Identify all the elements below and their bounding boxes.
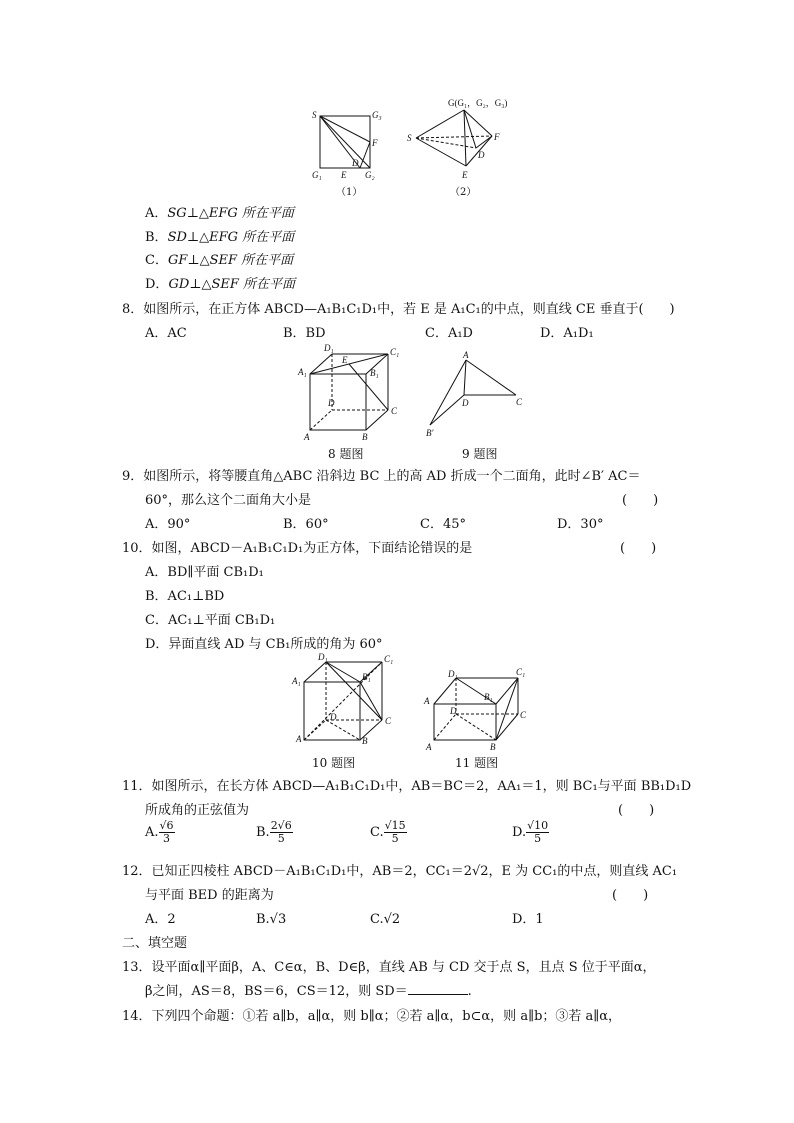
q12-answer-paren: ( ): [612, 888, 649, 903]
q7-option-d: D．GD⊥△SEF 所在平面: [145, 277, 296, 292]
q7-option-b: B．SD⊥△EFG 所在平面: [145, 230, 295, 245]
figure-11-box: [420, 668, 540, 752]
svg-text:B: B: [362, 736, 368, 746]
figure-9: [420, 350, 530, 450]
svg-text:C₁: C₁: [384, 654, 394, 664]
q8-option-a: A．AC: [145, 326, 187, 341]
svg-text:D: D: [450, 706, 457, 716]
q9-option-d: D．30°: [557, 517, 604, 532]
q12-option-a: A．2: [145, 912, 176, 927]
svg-text:G₃: G₃: [372, 110, 382, 120]
svg-text:A: A: [463, 350, 469, 360]
svg-text:A: A: [424, 696, 430, 706]
q7-option-c: C．GF⊥△SEF 所在平面: [145, 253, 294, 268]
q9-option-b: B．60°: [283, 517, 329, 532]
figure-2: [404, 96, 524, 186]
svg-text:G₁: G₁: [312, 170, 322, 180]
svg-text:G₂: G₂: [365, 170, 375, 180]
svg-text:D: D: [330, 712, 337, 722]
svg-text:C: C: [385, 716, 392, 726]
q9-answer-paren: ( ): [622, 493, 659, 508]
q13-line2: β之间，AS＝8，BS＝6，CS＝12，则 SD＝ .: [145, 984, 472, 999]
q10-option-b: B．AC₁⊥BD: [145, 589, 225, 604]
q9-option-c: C．45°: [420, 517, 466, 532]
figure-2-label: （2）: [450, 187, 477, 198]
q11-line1: 11．如图所示，在长方体 ABCD—A₁B₁C₁D₁中，AB＝BC＝2，AA₁＝1，则 BC₁与平面 BB₁D₁D: [122, 779, 692, 794]
svg-text:B₁: B₁: [484, 692, 493, 702]
q9-line2: 60°，那么这个二面角大小是: [145, 493, 312, 508]
q11-answer-paren: ( ): [618, 803, 655, 818]
svg-text:B₁: B₁: [362, 672, 371, 682]
q12-line1: 12．已知正四棱柱 ABCD－A₁B₁C₁D₁中，AB＝2，CC₁＝2√2，E 为 CC₁的中点，则直线 AC₁: [122, 864, 678, 879]
q8-stem: 8．如图所示，在正方体 ABCD—A₁B₁C₁D₁中，若 E 是 A₁C₁的中点，则直线 CE 垂直于( ): [122, 302, 675, 317]
svg-text:B: B: [490, 742, 496, 752]
svg-text:D: D: [462, 398, 469, 408]
figure-9-caption: 9 题图: [462, 447, 498, 461]
svg-text:F: F: [372, 138, 378, 148]
svg-text:F: F: [494, 132, 500, 142]
svg-text:D: D: [478, 150, 485, 160]
q9-option-a: A．90°: [145, 517, 191, 532]
svg-text:C₁: C₁: [516, 667, 526, 677]
figure-11-caption: 11 题图: [455, 756, 499, 770]
svg-text:D₁: D₁: [318, 652, 328, 662]
svg-text:C: C: [516, 397, 523, 407]
q10-answer-paren: ( ): [620, 541, 657, 556]
q14-line1: 14．下列四个命题：①若 a∥b，a∥α，则 b∥α；②若 a∥α，b⊂α，则 a∥b；③若 a∥α，: [122, 1009, 622, 1024]
q8-option-d: D．A₁D₁: [540, 326, 594, 341]
q11-option-b: B. $\frac{2√6}{5}$: [256, 819, 292, 845]
svg-text:D₁: D₁: [324, 343, 334, 353]
q12-line2: 与平面 BED 的距离为: [145, 888, 274, 903]
q11-option-a: A. $\frac{√6}{3}$: [145, 819, 174, 845]
q12-option-b: B.√3: [256, 912, 287, 927]
q8-option-c: C．A₁D: [425, 326, 473, 341]
svg-text:C: C: [520, 710, 527, 720]
q10-option-a: A．BD∥平面 CB₁D₁: [145, 565, 264, 580]
q12-option-c: C.√2: [370, 912, 401, 927]
svg-text:S: S: [407, 133, 412, 143]
svg-text:D₁: D₁: [448, 669, 458, 679]
svg-text:A: A: [296, 734, 302, 744]
svg-text:B₁: B₁: [370, 368, 379, 378]
svg-text:S: S: [312, 110, 317, 120]
svg-text:E: E: [342, 355, 348, 365]
figure-10-cube: [290, 654, 400, 754]
svg-text:A₁: A₁: [292, 676, 301, 686]
svg-text:A: A: [304, 432, 310, 442]
figure-10-caption: 10 题图: [312, 756, 356, 770]
q9-line1: 9．如图所示，将等腰直角△ABC 沿斜边 BC 上的高 AD 折成一个二面角，此时∠B′ AC＝: [122, 469, 641, 484]
figure-8-cube: [296, 344, 406, 444]
svg-text:B: B: [362, 432, 368, 442]
q11-line2: 所成角的正弦值为: [145, 803, 250, 818]
q7-option-a: A．SG⊥△EFG 所在平面: [145, 206, 294, 221]
figure-1-label: （1）: [336, 187, 363, 198]
svg-text:C: C: [391, 406, 398, 416]
q11-option-c: C. $\frac{√15}{5}$: [370, 819, 406, 845]
section-heading: 二、填空题: [122, 936, 188, 951]
svg-text:B′: B′: [426, 428, 434, 438]
svg-text:D: D: [328, 398, 335, 408]
q13-line1: 13．设平面α∥平面β，A、C∈α，B、D∈β，直线 AB 与 CD 交于点 S，且点 S 位于平面α，: [122, 960, 656, 975]
svg-text:D: D: [352, 158, 359, 168]
svg-text:G(G₁，G₂，G₃): G(G₁，G₂，G₃): [448, 98, 508, 108]
q10-option-d: D．异面直线 AD 与 CB₁所成的角为 60°: [145, 637, 383, 652]
svg-text:A: A: [426, 742, 432, 752]
q13-answer-blank[interactable]: [408, 982, 468, 995]
q11-option-d: D. $\frac{√10}{5}$: [512, 819, 549, 845]
svg-text:C₁: C₁: [390, 347, 400, 357]
svg-text:E: E: [341, 170, 347, 180]
q10-stem: 10．如图，ABCD－A₁B₁C₁D₁为正方体，下面结论错误的是: [122, 541, 473, 556]
q12-option-d: D．1: [512, 912, 544, 927]
svg-text:E: E: [462, 170, 468, 180]
svg-text:A₁: A₁: [298, 367, 307, 377]
q10-option-c: C．AC₁⊥平面 CB₁D₁: [145, 613, 276, 628]
q8-option-b: B．BD: [283, 326, 326, 341]
figure-8-caption: 8 题图: [328, 447, 364, 461]
